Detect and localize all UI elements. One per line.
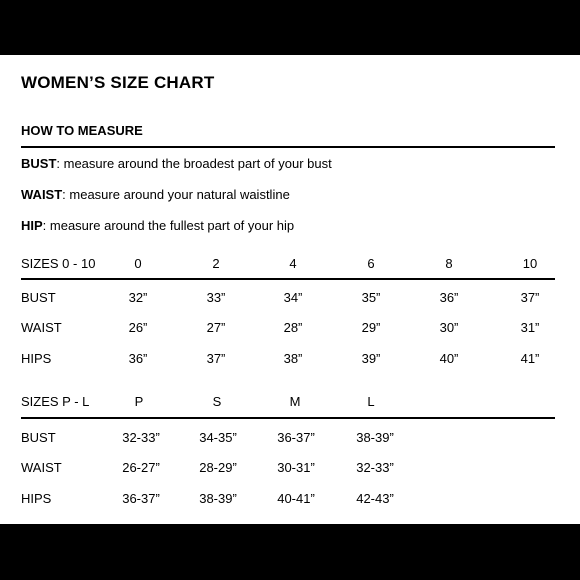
- size-chart-card: [0, 55, 580, 524]
- table-cell: 30-31”: [277, 460, 315, 475]
- table-cell: 30”: [439, 320, 459, 335]
- size-heading: 10: [522, 256, 538, 271]
- table-cell: 32-33”: [122, 430, 160, 445]
- table-row: [0, 491, 580, 507]
- table-cell: 27”: [206, 320, 226, 335]
- table-cell: 42-43”: [356, 491, 394, 506]
- table-cell: 36-37”: [122, 491, 160, 506]
- table-cell: 28”: [283, 320, 303, 335]
- letter-size-header: [0, 394, 580, 410]
- size-heading: 6: [367, 256, 375, 271]
- measure-text: : measure around your natural waistline: [62, 187, 290, 202]
- table-row: [0, 320, 580, 336]
- row-label: HIPS: [21, 351, 52, 366]
- size-heading: 4: [289, 256, 297, 271]
- measure-term: HIP: [21, 218, 43, 233]
- size-heading: L: [367, 394, 375, 409]
- measure-instruction-waist: [21, 187, 290, 202]
- table-row: [0, 460, 580, 476]
- table-cell: 32-33”: [356, 460, 394, 475]
- table-row: [0, 430, 580, 446]
- row-label: WAIST: [21, 460, 62, 475]
- table-cell: 41”: [520, 351, 540, 366]
- divider: [21, 417, 555, 419]
- table-cell: 38”: [283, 351, 303, 366]
- numeric-size-header-label: SIZES 0 - 10: [21, 256, 96, 271]
- measure-term: BUST: [21, 156, 57, 171]
- table-row: [0, 351, 580, 367]
- size-heading: 0: [134, 256, 142, 271]
- measure-term: WAIST: [21, 187, 63, 202]
- divider: [21, 146, 555, 148]
- table-row: [0, 290, 580, 306]
- how-to-measure-heading: HOW TO MEASURE: [21, 123, 143, 138]
- table-cell: 40”: [439, 351, 459, 366]
- row-label: WAIST: [21, 320, 62, 335]
- table-cell: 28-29”: [199, 460, 237, 475]
- size-heading: 8: [445, 256, 453, 271]
- row-label: BUST: [21, 430, 56, 445]
- table-cell: 36”: [439, 290, 459, 305]
- table-cell: 38-39”: [356, 430, 394, 445]
- table-cell: 37”: [520, 290, 540, 305]
- table-cell: 38-39”: [199, 491, 237, 506]
- table-cell: 26-27”: [122, 460, 160, 475]
- table-cell: 29”: [361, 320, 381, 335]
- table-cell: 32”: [128, 290, 148, 305]
- row-label: HIPS: [21, 491, 52, 506]
- table-cell: 36”: [128, 351, 148, 366]
- measure-instruction-hip: [21, 218, 294, 233]
- row-label: BUST: [21, 290, 56, 305]
- table-cell: 35”: [361, 290, 381, 305]
- page-title: WOMEN’S SIZE CHART: [21, 73, 215, 92]
- table-cell: 31”: [520, 320, 540, 335]
- divider: [21, 278, 555, 280]
- letter-size-header-label: SIZES P - L: [21, 394, 90, 409]
- table-cell: 39”: [361, 351, 381, 366]
- table-cell: 36-37”: [277, 430, 315, 445]
- size-heading: 2: [212, 256, 220, 271]
- size-heading: M: [289, 394, 301, 409]
- measure-text: : measure around the broadest part of your bust: [56, 156, 332, 171]
- table-cell: 26”: [128, 320, 148, 335]
- size-heading: P: [134, 394, 144, 409]
- table-cell: 33”: [206, 290, 226, 305]
- size-heading: S: [212, 394, 222, 409]
- table-cell: 40-41”: [277, 491, 315, 506]
- table-cell: 34-35”: [199, 430, 237, 445]
- numeric-size-header: [0, 256, 580, 272]
- table-cell: 37”: [206, 351, 226, 366]
- measure-text: : measure around the fullest part of your hip: [42, 218, 295, 233]
- table-cell: 34”: [283, 290, 303, 305]
- measure-instruction-bust: [21, 156, 332, 171]
